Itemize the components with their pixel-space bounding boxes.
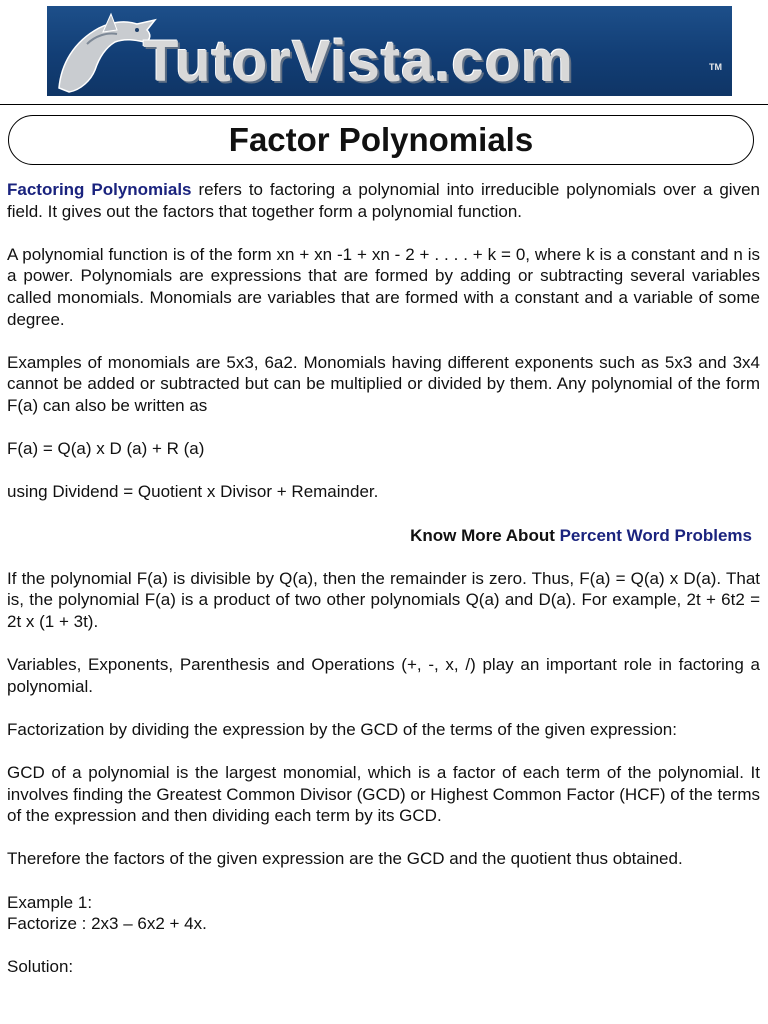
variables-paragraph: Variables, Exponents, Parenthesis and Operations (+, -, x, /) play an important role in factoring a polynomial. [7,655,760,696]
intro-text: refers to factoring a polynomial into irreducible polynomials over a given field. It gives out the factors that together form a polynomial function. [7,180,760,221]
example-block [7,892,760,935]
factoring-polynomials-link[interactable]: Factoring Polynomials [7,180,192,199]
dividend-line: using Dividend = Quotient x Divisor + Remainder. [7,482,379,502]
factors-paragraph: Therefore the factors of the given expression are the GCD and the quotient thus obtained. [7,849,683,869]
solution-label: Solution: [7,957,74,977]
trademark-mark: TM [709,62,722,72]
intro-paragraph [7,179,760,222]
article-body [7,179,760,1000]
gcd-paragraph: GCD of a polynomial is the largest monomial, which is a factor of each term of the polynomial. It involves finding the Greatest Common Divisor (GCD) or Highest Common Factor (HCF) of the terms of the expression and then dividing each term by its GCD. [7,763,760,826]
header-divider [0,104,768,105]
know-more-line [7,525,760,547]
formula-line: F(a) = Q(a) x D (a) + R (a) [7,439,205,459]
site-banner[interactable] [47,6,732,96]
example-task: Factorize : 2x3 – 6x2 + 4x. [7,914,207,934]
divisible-paragraph: If the polynomial F(a) is divisible by Q(a), then the remainder is zero. Thus, F(a) = Q(a) x D(a). That is, the polynomial F(a) is a product of two other polynomials Q(a) and D(a). For example, 2t + 6t2 = 2t x (1 + 3t). [7,568,760,631]
definition-paragraph: A polynomial function is of the form xn + xn -1 + xn - 2 + . . . . + k = 0, where k is a constant and n is a power. Polynomials are expressions that are formed by adding or subtracting several variables called monomials. Monomials are variables that are formed with a constant and a variable of some degree. [7,244,760,329]
page-title: Factor Polynomials [228,121,534,158]
monomials-paragraph: Examples of monomials are 5x3, 6a2. Monomials having different exponents such as 5x3 and 3x4 cannot be added or subtracted but can be multiplied or divided by them. Any polynomial of the form F(a) can also be written as [7,352,760,415]
example-label: Example 1: [7,892,93,912]
know-more-prefix: Know More About [410,525,560,545]
percent-word-problems-link[interactable]: Percent Word Problems [559,525,752,545]
page-title-box [8,115,754,165]
gcd-heading-paragraph: Factorization by dividing the expression by the GCD of the terms of the given expression: [7,719,677,739]
logo-wordmark: TutorVista.com [143,29,574,94]
